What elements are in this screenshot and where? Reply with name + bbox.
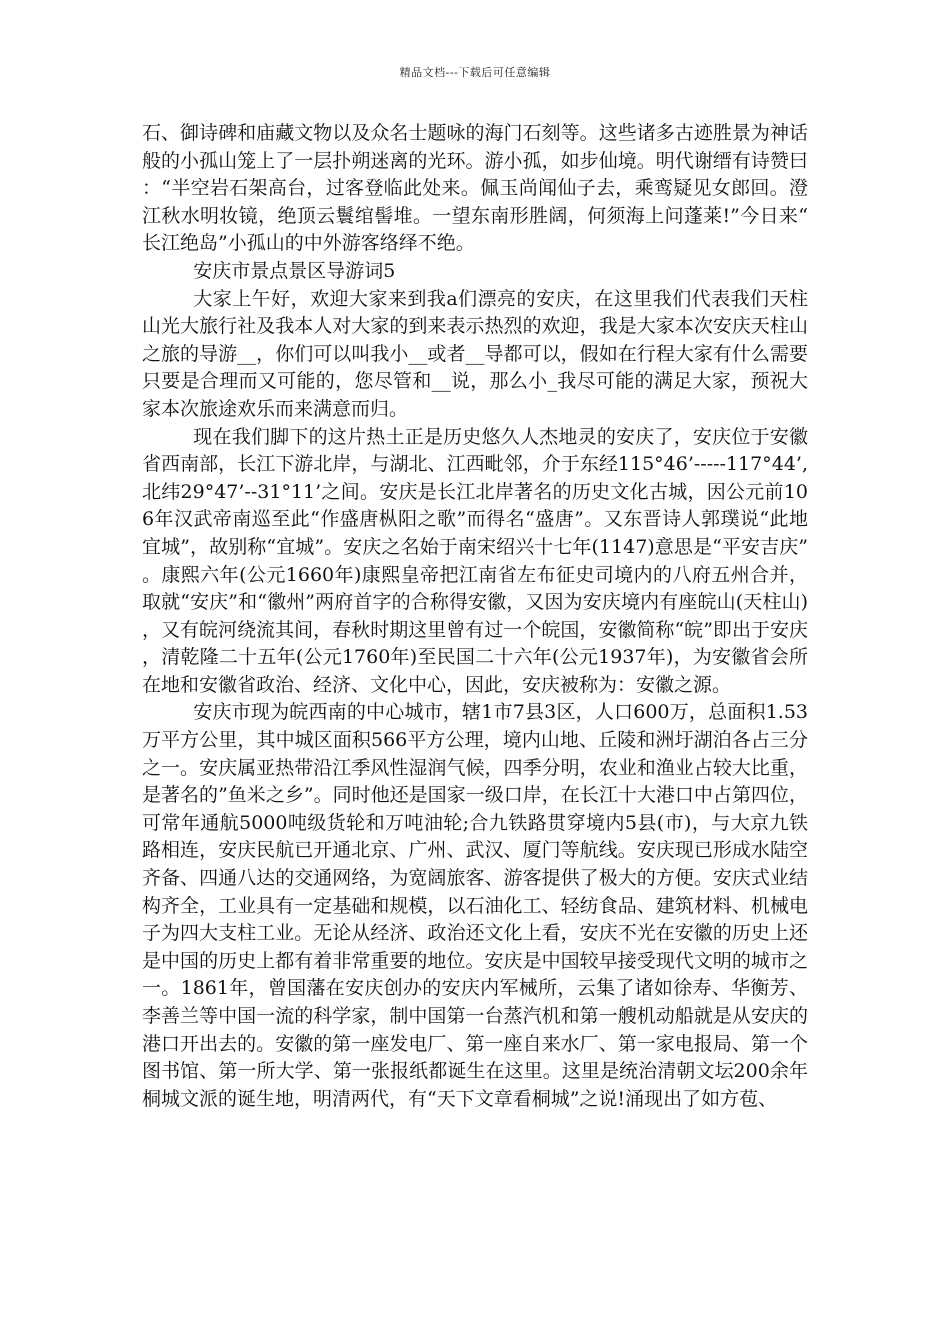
- paragraph-continued: 石、御诗碑和庙藏文物以及众名士题咏的海门石刻等。这些诸多古迹胜景为神话般的小孤山笼上了一层扑朔迷离的光环。游小孤，如步仙境。明代谢缙有诗赞曰：“半空岩石架高台，过客登临此处来。佩玉尚闻仙子去，乘鸾疑见女郎回。澄江秋水明妆镜，绝顶云鬟绾髻堆。一望东南形胜阔，何须海上问蓬莱!”今日来“长江绝岛”小孤山的中外游客络绎不绝。: [142, 122, 808, 255]
- paragraph-history: 现在我们脚下的这片热土正是历史悠久人杰地灵的安庆了，安庆位于安徽省西南部，长江下游北岸，与湖北、江西毗邻，介于东经115°46’-----117°44’,北纬29°47’--31°11’之间。安庆是长江北岸著名的历史文化古城，因公元前106年汉武帝南巡至此“作盛唐枞阳之歌”而得名“盛唐”。又东晋诗人郭璞说“此地宜城”，故别称“宜城”。安庆之名始于南宋绍兴十七年(1147)意思是“平安吉庆”。康熙六年(公元1660年)康熙皇帝把江南省左布征史司境内的八府五州合并，取就“安庆”和“徽州”两府首字的合称得安徽，又因为安庆境内有座皖山(天柱山)，又有皖河绕流其间，春秋时期这里曾有过一个皖国，安徽简称“皖”即出于安庆，清乾隆二十五年(公元1760年)至民国二十六年(公元1937年)，为安徽省会所在地和安徽省政治、经济、文化中心，因此，安庆被称为：安徽之源。: [142, 425, 808, 696]
- paragraph-city-overview: 安庆市现为皖西南的中心城市，辖1市7县3区，人口600万，总面积1.53万平方公里，其中城区面积566平方公理，境内山地、丘陵和洲圩湖泊各占三分之一。安庆属亚热带沿江季风性湿润气候，四季分明，农业和渔业占较大比重，是著名的”鱼米之乡”。同时他还是国家一级口岸，在长江十大港口中占第四位，可常年通航5000吨级货轮和万吨油轮;合九铁路贯穿境内5县(市)，与大京九铁路相连，安庆民航已开通北京、广州、武汉、厦门等航线。安庆现已形成水陆空齐备、四通八达的交通网络，为宽阔旅客、游客提供了极大的方便。安庆式业结构齐全，工业具有一定基础和规模，以石油化工、轻纺食品、建筑材料、机械电子为四大支柱工业。无论从经济、政治还文化上看，安庆不光在安徽的历史上还是中国的历史上都有着非常重要的地位。安庆是中国较早接受现代文明的城市之一。1861年，曾国藩在安庆创办的安庆内军械所，云集了诸如徐寿、华衡芳、李善兰等中国一流的科学家，制中国第一台蒸汽机和第一艘机动船就是从安庆的港口开出去的。安徽的第一座发电厂、第一座自来水厂、第一家电报局、第一个图书馆、第一所大学、第一张报纸都诞生在这里。这里是统治清朝文坛200余年桐城文派的诞生地，明清两代，有“天下文章看桐城”之说!涌现出了如方苞、: [142, 701, 808, 1110]
- section-title: 安庆市景点景区导游词5: [193, 259, 396, 282]
- paragraph-welcome: 大家上午好，欢迎大家来到我a们漂亮的安庆，在这里我们代表我们天柱山光大旅行社及我本人对大家的到来表示热烈的欢迎，我是大家本次安庆天柱山之旅的导游__，你们可以叫我小__或者__导都可以，假如在行程大家有什么需要只要是合理而又可能的，您尽管和__说，那么小_我尽可能的满足大家，预祝大家本次旅途欢乐而来满意而归。: [142, 287, 808, 420]
- document-body: [142, 120, 808, 1113]
- page-header: 精品文档---下载后可任意编辑: [399, 66, 551, 79]
